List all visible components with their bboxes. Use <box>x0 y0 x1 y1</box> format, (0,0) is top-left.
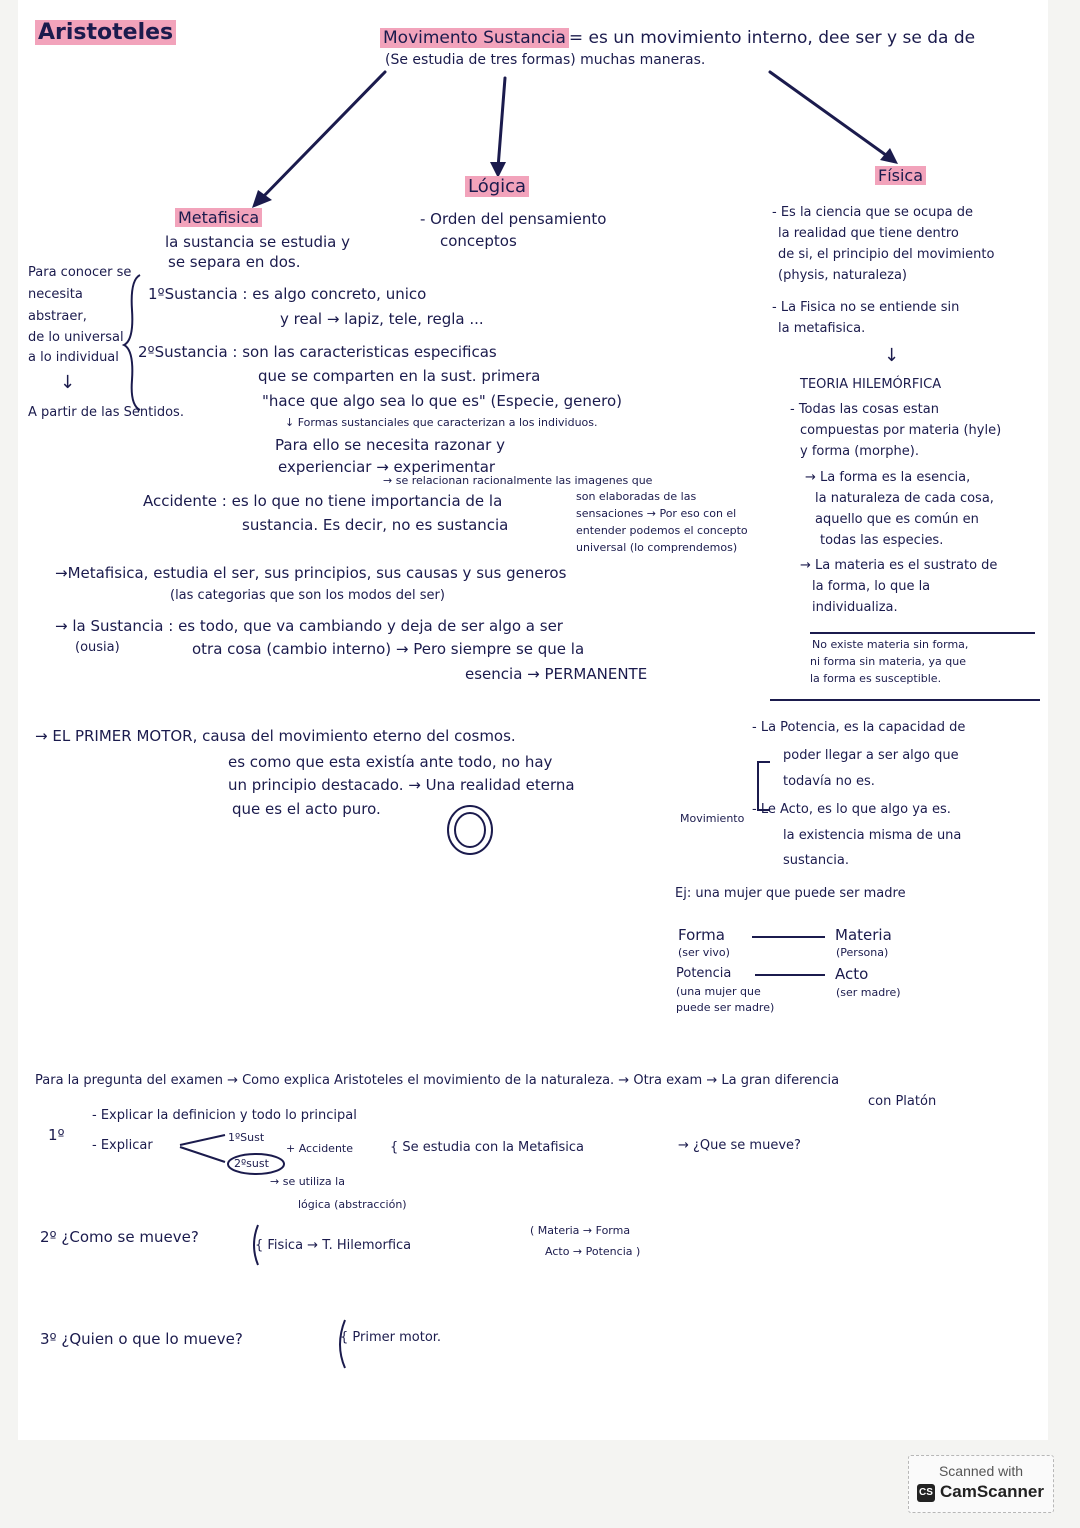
camscanner-watermark <box>908 1455 1054 1513</box>
left-note: a lo individual <box>28 350 119 365</box>
exam-question: Para la pregunta del examen → Como explica Aristoteles el movimiento de la naturaleza. → Otra exam → La gran diferencia <box>35 1073 840 1088</box>
materia-note: la forma, lo que la <box>812 579 931 594</box>
down-arrow: ↓ <box>884 345 900 366</box>
acto-definition: sustancia. <box>783 853 849 868</box>
movement-definition: (Se estudia de tres formas) muchas maneras. <box>385 52 706 68</box>
page-title: Aristoteles <box>35 20 176 46</box>
exam-acto-potencia: Acto → Potencia ) <box>545 1245 641 1258</box>
exam-point-number: 1º <box>48 1126 65 1144</box>
left-note: A partir de las Sentidos. <box>28 405 184 420</box>
acto-definition: la existencia misma de una <box>783 828 962 843</box>
fisica-heading: Física <box>875 166 926 185</box>
metafisica-summary: (las categorias que son los modos del ser) <box>170 588 445 603</box>
watermark-text: Scanned with <box>938 1463 1024 1479</box>
teoria-hilemorfica: TEORIA HILEMÓRFICA <box>800 377 942 392</box>
left-note: abstraer, <box>28 309 87 324</box>
potencia-definition: - La Potencia, es la capacidad de <box>752 720 966 735</box>
primer-motor-doodle-inner <box>455 813 485 847</box>
arrowhead-fisica <box>880 148 898 164</box>
left-note: de lo universal <box>28 330 124 345</box>
exam-quien-mueve: 3º ¿Quien o que lo mueve? <box>40 1330 243 1348</box>
primer-motor-line: es como que esta existía ante todo, no hay <box>228 753 553 771</box>
forma-note: aquello que es común en <box>815 512 979 527</box>
fisica-line: la metafisica. <box>778 321 866 336</box>
movimiento-label: Movimiento <box>680 812 745 825</box>
forma-note: → La forma es la esencia, <box>805 470 971 485</box>
metafisica-line: se separa en dos. <box>168 253 301 271</box>
forma-note: todas las especies. <box>820 533 944 548</box>
ejemplo-forma: Forma <box>678 926 725 944</box>
ejemplo-acto: Acto <box>835 965 869 983</box>
fisica-line: (physis, naturaleza) <box>778 268 908 283</box>
side-note: entender podemos el concepto <box>576 524 748 537</box>
exam-point: - Explicar la definicion y todo lo principal <box>92 1108 357 1123</box>
segunda-sustancia-line: "hace que algo sea lo que es" (Especie, genero) <box>262 392 622 410</box>
sustancia-definition: → la Sustancia : es todo, que va cambiando y deja de ser algo a ser <box>55 617 563 635</box>
metafisica-heading: Metafisica <box>175 208 262 227</box>
fisica-line: - Es la ciencia que se ocupa de <box>772 205 973 220</box>
teoria-line: compuestas por materia (hyle) <box>800 423 1002 438</box>
arrow-to-logica <box>498 78 505 168</box>
primera-sustancia-examples: y real → lapiz, tele, regla ... <box>280 310 484 328</box>
down-arrow: ↓ <box>60 372 76 393</box>
logica-line: conceptos <box>440 232 517 250</box>
materia-forma-note: ni forma sin materia, ya que <box>810 655 966 668</box>
exam-que-se-mueve: → ¿Que se mueve? <box>678 1138 801 1153</box>
fisica-line: - La Fisica no se entiende sin <box>772 300 960 315</box>
primer-motor-line: que es el acto puro. <box>232 800 381 818</box>
ejemplo-potencia-sub: puede ser madre) <box>676 1001 775 1014</box>
primer-motor-line: un principio destacado. → Una realidad eterna <box>228 776 575 794</box>
exam-question-cont: con Platón <box>868 1094 937 1109</box>
logica-heading: Lógica <box>465 176 529 198</box>
exam-materia-forma: ( Materia → Forma <box>530 1224 631 1237</box>
brace-explicar <box>180 1135 225 1162</box>
teoria-line: - Todas las cosas estan <box>790 402 939 417</box>
materia-forma-note: la forma es susceptible. <box>810 672 942 685</box>
watermark-brand: CamScanner <box>940 1482 1044 1501</box>
exam-point: - Explicar <box>92 1138 153 1153</box>
ejemplo-potencia-sub: (una mujer que <box>676 985 761 998</box>
primer-motor-heading: → EL PRIMER MOTOR, causa del movimiento eterno del cosmos. <box>35 727 516 745</box>
logica-line: - Orden del pensamiento <box>420 210 607 228</box>
segunda-sustancia-line: que se comparten en la sust. primera <box>258 367 541 385</box>
side-note: son elaboradas de las <box>576 490 697 503</box>
exam-sust2: 2ºsust <box>234 1157 269 1170</box>
ejemplo-forma-sub: (ser vivo) <box>678 946 730 959</box>
exam-logica: lógica (abstracción) <box>298 1198 407 1211</box>
potencia-definition: poder llegar a ser algo que <box>783 748 959 763</box>
sustancia-esencia: esencia → PERMANENTE <box>465 665 648 683</box>
camscanner-logo-icon: CS <box>917 1484 935 1502</box>
arrow-to-metafisica <box>260 72 385 200</box>
segunda-sustancia-note: ↓ Formas sustanciales que caracterizan a los individuos. <box>285 416 598 429</box>
segunda-sustancia-note: → se relacionan racionalmente las imagenes que <box>383 474 653 487</box>
exam-fisica: { Fisica → T. Hilemorfica <box>255 1238 412 1253</box>
exam-metafisica: { Se estudia con la Metafisica <box>390 1140 585 1155</box>
metafisica-line: la sustancia se estudia y <box>165 233 350 251</box>
accidente-definition: sustancia. Es decir, no es sustancia <box>242 516 509 534</box>
sustancia-ousia: (ousia) <box>75 640 120 655</box>
metafisica-summary: →Metafisica, estudia el ser, sus principios, sus causas y sus generos <box>55 564 567 582</box>
ejemplo-acto-sub: (ser madre) <box>836 986 901 999</box>
materia-note: individualiza. <box>812 600 898 615</box>
materia-note: → La materia es el sustrato de <box>800 558 998 573</box>
side-note: sensaciones → Por eso con el <box>576 507 737 520</box>
exam-primer-motor: { Primer motor. <box>340 1330 442 1345</box>
ejemplo-materia-sub: (Persona) <box>836 946 889 959</box>
acto-definition: - Le Acto, es lo que algo ya es. <box>752 802 951 817</box>
left-note: Para conocer se <box>28 265 132 280</box>
fisica-line: la realidad que tiene dentro <box>778 226 959 241</box>
side-note: universal (lo comprendemos) <box>576 541 738 554</box>
teoria-line: y forma (morphe). <box>800 444 919 459</box>
segunda-sustancia-line: experienciar → experimentar <box>278 458 496 476</box>
exam-sust1: 1ºSust <box>228 1131 265 1144</box>
exam-logica: → se utiliza la <box>270 1175 345 1188</box>
accidente-definition: Accidente : es lo que no tiene importancia de la <box>143 492 503 510</box>
ejemplo: Ej: una mujer que puede ser madre <box>675 886 906 901</box>
primera-sustancia: 1ºSustancia : es algo concreto, unico <box>148 285 427 303</box>
left-note: necesita <box>28 287 83 302</box>
exam-accidente: + Accidente <box>286 1142 353 1155</box>
ejemplo-potencia: Potencia <box>676 966 732 981</box>
fisica-line: de si, el principio del movimiento <box>778 247 995 262</box>
sustancia-definition: otra cosa (cambio interno) → Pero siempre se que la <box>192 640 585 658</box>
arrow-to-fisica <box>770 72 890 158</box>
forma-note: la naturaleza de cada cosa, <box>815 491 994 506</box>
ejemplo-materia: Materia <box>835 926 892 944</box>
movement-heading: Movimento Sustancia = es un movimiento interno, dee ser y se da de <box>380 28 975 48</box>
segunda-sustancia-line: Para ello se necesita razonar y <box>275 436 505 454</box>
segunda-sustancia: 2ºSustancia : son las caracteristicas especificas <box>138 343 497 361</box>
potencia-definition: todavía no es. <box>783 774 875 789</box>
materia-forma-note: No existe materia sin forma, <box>812 638 969 651</box>
exam-como-se-mueve: 2º ¿Como se mueve? <box>40 1228 199 1246</box>
